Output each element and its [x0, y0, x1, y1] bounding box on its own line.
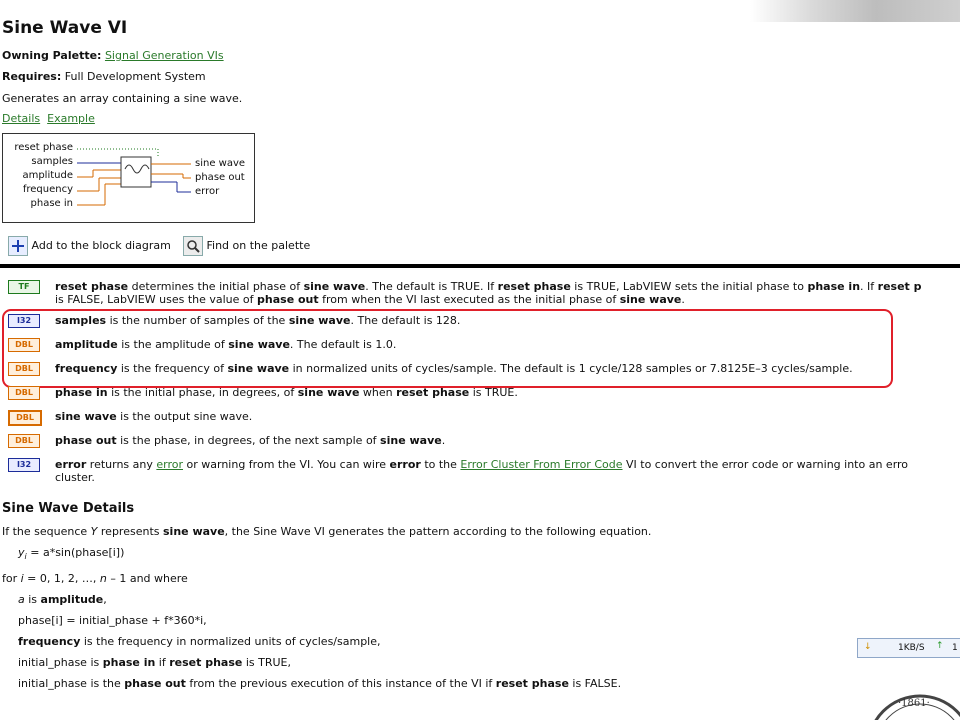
svg-text:·1861·: ·1861·: [898, 698, 930, 709]
connector-wires: [73, 144, 193, 214]
description: Generates an array containing a sine wave.: [2, 92, 243, 105]
param-desc: samples is the number of samples of the sine wave. The default is 128.: [55, 314, 461, 327]
dbl-output-icon: DBL: [8, 410, 42, 426]
up-arrow-icon: ↑: [936, 641, 944, 651]
links-line: [2, 112, 95, 125]
signal-generation-link[interactable]: Signal Generation VIs: [104, 49, 224, 62]
boolean-terminal-icon: TF: [8, 280, 40, 294]
term-phase-out: phase out: [195, 172, 245, 183]
term-reset-phase: reset phase: [14, 142, 73, 153]
param-desc: sine wave is the output sine wave.: [55, 410, 253, 423]
where-initial-true: initial_phase is phase in if reset phase is TRUE,: [18, 656, 291, 669]
for-line: for i = 0, 1, 2, …, n – 1 and where: [2, 572, 188, 585]
term-frequency: frequency: [22, 184, 73, 195]
speed-label: 1KB/S: [898, 643, 925, 653]
where-initial-false: initial_phase is the phase out from the previous execution of this instance of the VI if reset phase is FALSE.: [18, 677, 622, 690]
section-divider: [0, 264, 960, 268]
term-samples: samples: [31, 156, 73, 167]
term-sine-wave: sine wave: [195, 158, 246, 169]
i32-terminal-icon: I32: [8, 458, 40, 472]
requires-line: Requires: Full Development System: [2, 70, 206, 83]
details-intro: If the sequence Y represents sine wave, the Sine Wave VI generates the pattern according to the following equation.: [2, 525, 652, 538]
i32-terminal-icon: I32: [8, 314, 40, 328]
error-cluster-link[interactable]: Error Cluster From Error Code: [460, 458, 623, 471]
dbl-terminal-icon: DBL: [8, 386, 40, 400]
seal-logo: [850, 688, 960, 720]
where-frequency: frequency is the frequency in normalized units of cycles/sample,: [18, 635, 381, 648]
highlight-box: [2, 309, 893, 388]
term-error: error: [195, 186, 220, 197]
param-desc-line2: cluster.: [55, 471, 95, 484]
param-desc: amplitude is the amplitude of sine wave. The default is 1.0.: [55, 338, 397, 351]
owning-palette-line: Owning Palette: Signal Generation VIs: [2, 49, 224, 62]
count-label: 1: [952, 643, 958, 653]
dbl-terminal-icon: DBL: [8, 362, 40, 376]
equation: $y_i$ = a*sin(phase[i]): [18, 546, 125, 562]
param-desc: phase in is the initial phase, in degrees, of sine wave when reset phase is TRUE.: [55, 386, 518, 399]
find-on-palette-button[interactable]: Find on the palette: [183, 236, 310, 256]
param-desc: phase out is the phase, in degrees, of the next sample of sine wave.: [55, 434, 446, 447]
down-arrow-icon: ↓: [864, 642, 872, 652]
connector-pane: [2, 133, 255, 223]
param-desc: reset phase determines the initial phase of sine wave. The default is TRUE. If reset phase is TRUE, LabVIEW sets the initial phase to phase in. If reset p: [55, 280, 922, 293]
details-link[interactable]: Details: [2, 112, 41, 125]
window-decoration: [750, 0, 960, 22]
dbl-terminal-icon: DBL: [8, 338, 40, 352]
term-amplitude: amplitude: [22, 170, 73, 181]
page-title: Sine Wave VI: [2, 18, 128, 38]
param-desc: frequency is the frequency of sine wave in normalized units of cycles/sample. The default is 1 cycle/128 samples or 7.8125E–3 cycles/sample.: [55, 362, 853, 375]
details-heading: Sine Wave Details: [2, 501, 135, 516]
example-link[interactable]: Example: [47, 112, 95, 125]
magnifier-icon: [183, 236, 203, 256]
param-desc-line2: is FALSE, LabVIEW uses the value of phase out from when the VI last executed as the initial phase of sine wave.: [55, 293, 685, 306]
add-to-diagram-button[interactable]: Add to the block diagram: [8, 236, 171, 256]
plus-icon: [8, 236, 28, 256]
term-phase-in: phase in: [30, 198, 73, 209]
where-phase: phase[i] = initial_phase + f*360*i,: [18, 614, 207, 627]
dbl-output-icon: DBL: [8, 434, 40, 448]
download-speed-widget[interactable]: [857, 638, 960, 658]
where-amplitude: a is amplitude,: [18, 593, 107, 606]
error-link[interactable]: error: [156, 458, 184, 471]
param-desc: error returns any error or warning from the VI. You can wire error to the Error Cluster From Error Code VI to convert the error code or warning into an erro: [55, 458, 909, 471]
